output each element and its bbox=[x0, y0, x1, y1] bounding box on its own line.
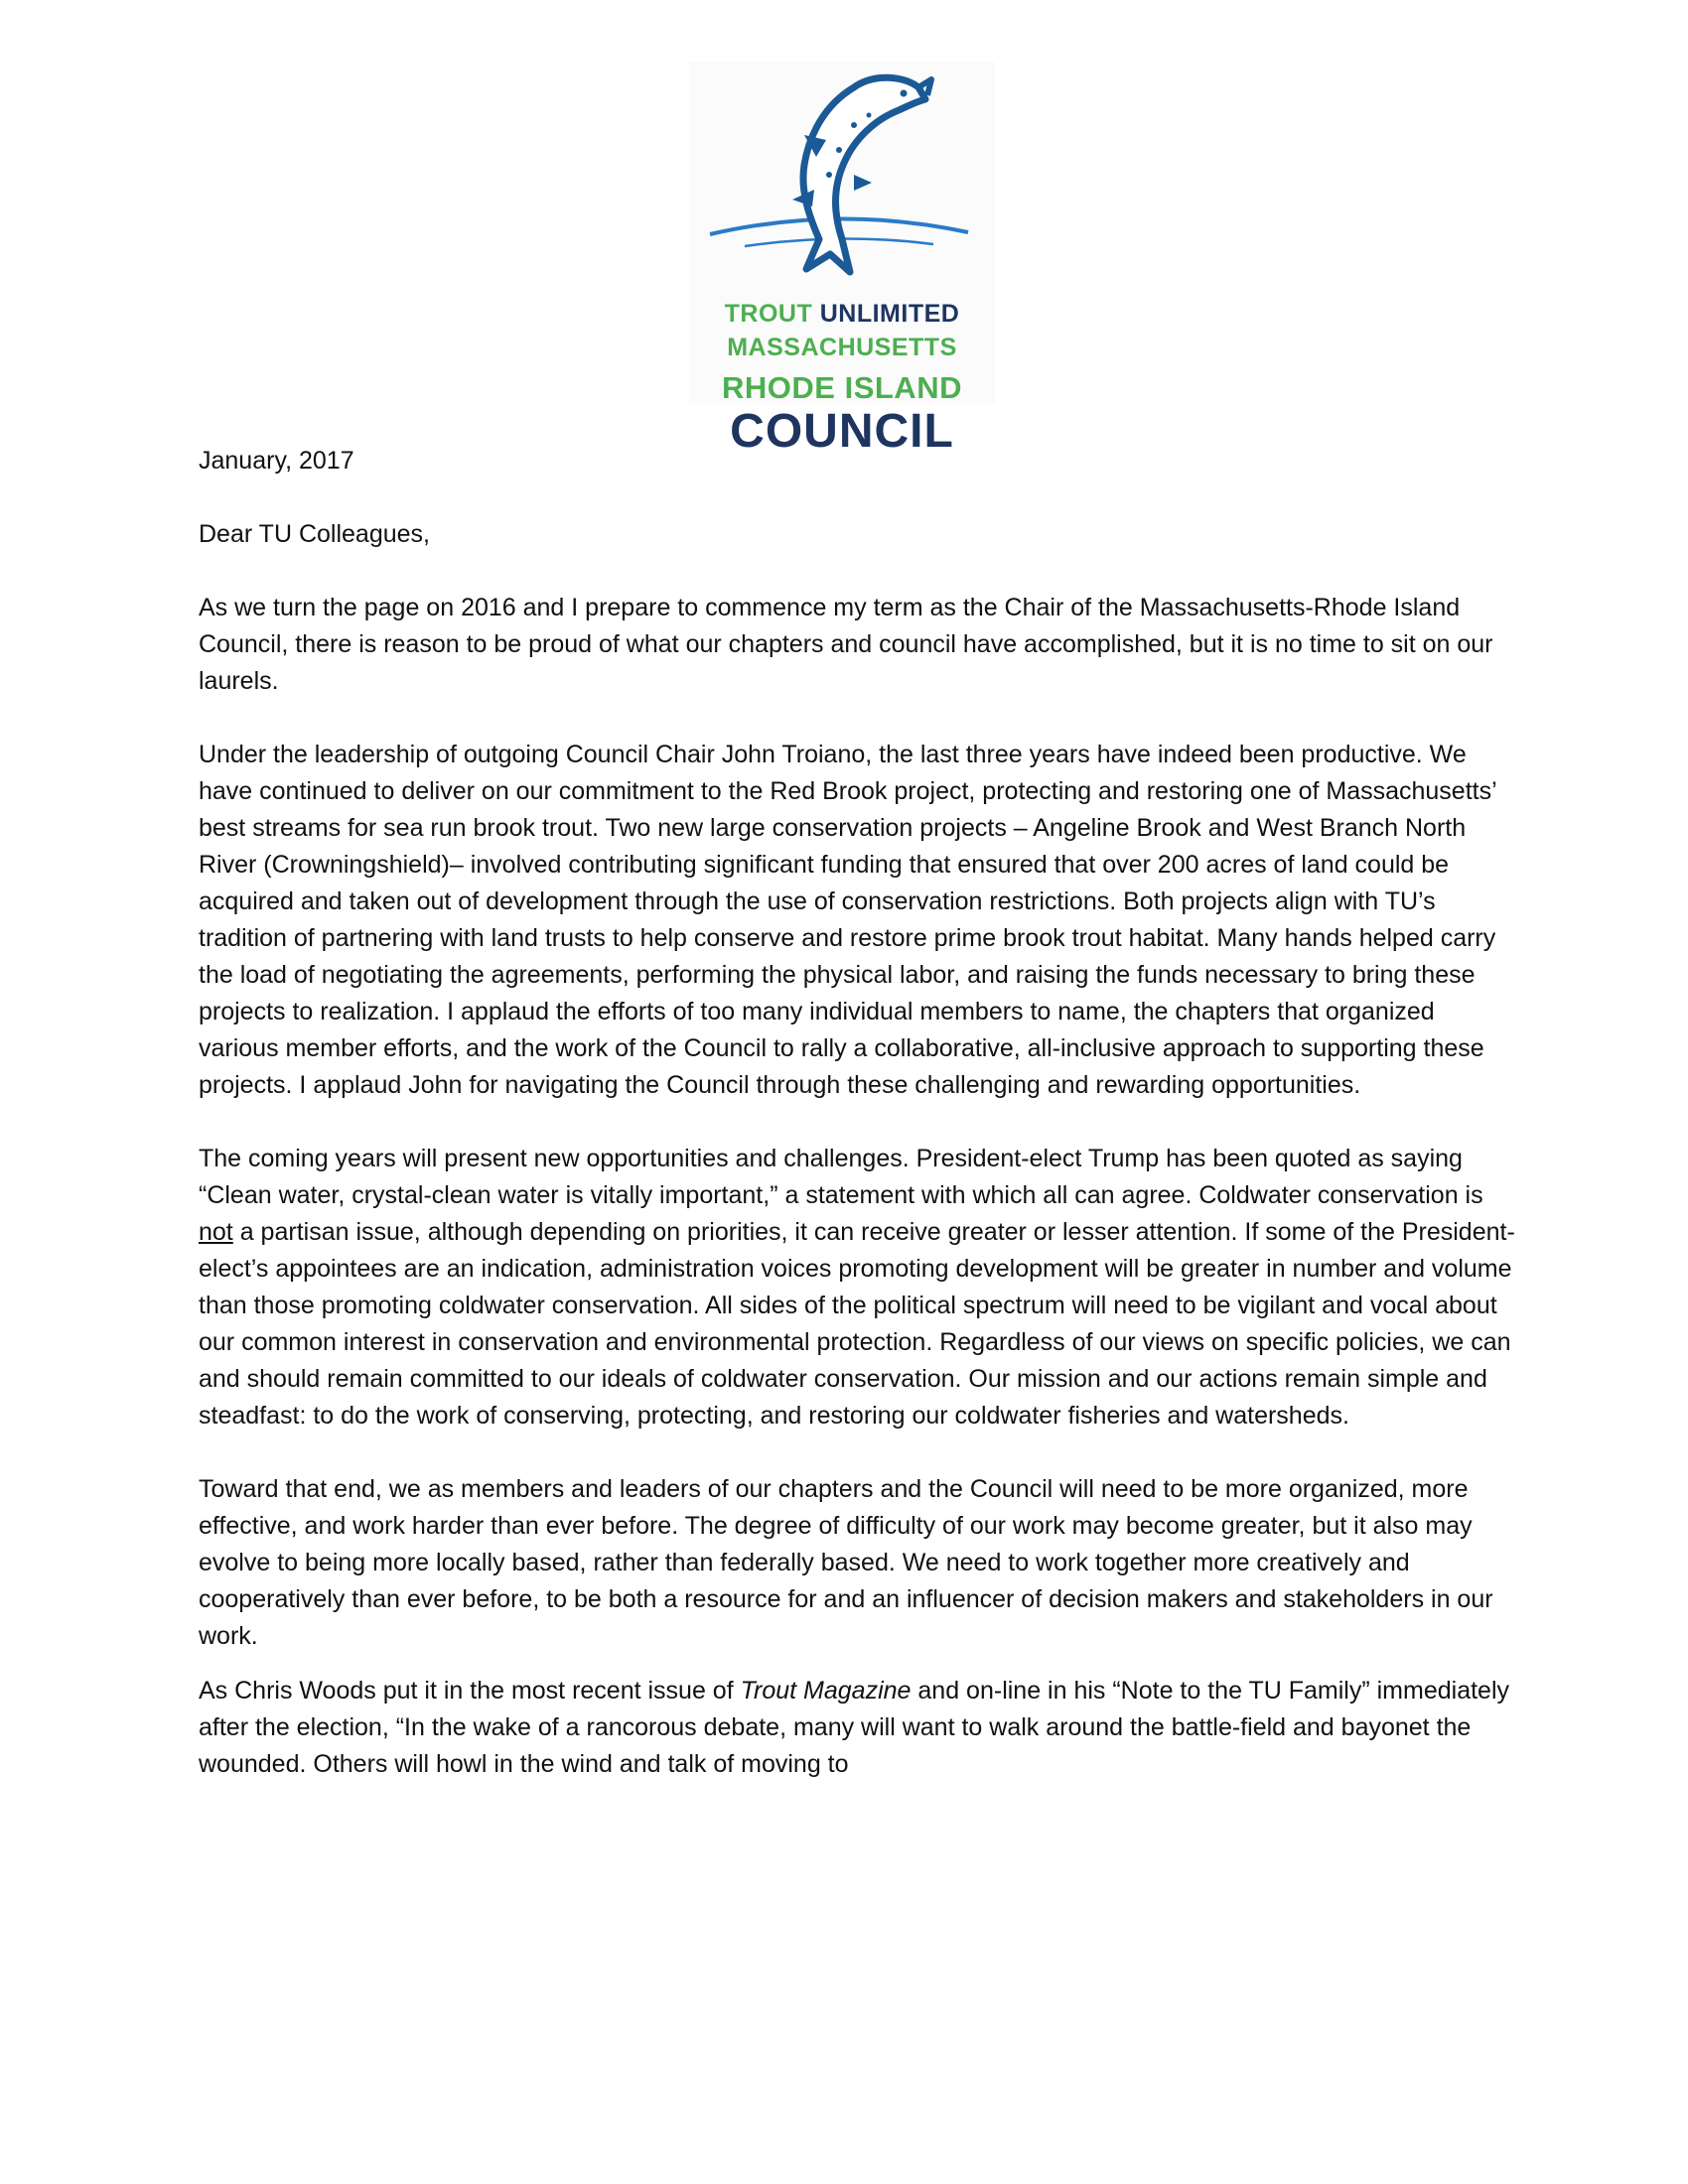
p5-text-after: and on-line in his “Note to the TU Family” immediately after the election, “In the wake of a rancorous debate, many will want to walk around the battle-field and bayonet the wounded. Others will howl in the wind and talk of moving to bbox=[199, 1677, 1510, 1778]
logo-line-trout-unlimited bbox=[689, 300, 995, 329]
logo-word-unlimited: UNLIMITED bbox=[819, 300, 960, 328]
leaping-trout-icon bbox=[705, 66, 973, 282]
logo-line-council: COUNCIL bbox=[730, 405, 954, 458]
p3-underlined-word: not bbox=[199, 1218, 233, 1246]
letter-paragraph-4: Toward that end, we as members and leaders of our chapters and the Council will need to be more organized, more effective, and work harder than ever before. The degree of difficulty of our work may become greater, but it also may evolve to being more locally based, rather than federally based. We need to work together more creatively and cooperatively than ever before, to be both a resource for and an influencer of decision makers and stakeholders in our work. bbox=[199, 1475, 1493, 1650]
logo-word-trout: TROUT bbox=[724, 300, 813, 328]
letter-paragraph-3 bbox=[199, 1141, 1519, 1434]
p3-text-before: The coming years will present new opportunities and challenges. President-elect Trump has been quoted as saying “Clean water, crystal-clean water is vitally important,” a statement with which all can agree. Coldwater conservation is bbox=[199, 1145, 1483, 1209]
letter-salutation: Dear TU Colleagues, bbox=[199, 520, 430, 548]
logo-line-rhode-island: RHODE ISLAND bbox=[722, 370, 962, 405]
letter-paragraph-1: As we turn the page on 2016 and I prepare to commence my term as the Chair of the Massachusetts-Rhode Island Council, there is reason to be proud of what our chapters and council have accomplished, but it is no time to sit on our laurels. bbox=[199, 594, 1493, 695]
p5-text-before: As Chris Woods put it in the most recent issue of bbox=[199, 1677, 741, 1705]
letter-paragraph-2: Under the leadership of outgoing Council Chair John Troiano, the last three years have indeed been productive. We have continued to deliver on our commitment to the Red Brook project, protecting and restoring one of Massachusetts’ best streams for sea run brook trout. Two new large conservation projects – Angeline Brook and West Branch North River (Crowningshield)– involved contributing significant funding that ensured that over 200 acres of land could be acquired and taken out of development through the use of conservation restrictions. Both projects align with TU’s tradition of partnering with land trusts to help conserve and restore prime brook trout habitat. Many hands helped carry the load of negotiating the agreements, performing the physical labor, and raising the funds necessary to bring these projects to realization. I applaud the efforts of too many individual members to name, the chapters that organized various member efforts, and the work of the Council to rally a collaborative, all-inclusive approach to supporting these projects. I applaud John for navigating the Council through these challenging and rewarding opportunities. bbox=[199, 741, 1496, 1099]
letter-body bbox=[199, 443, 1519, 1820]
council-logo bbox=[689, 62, 995, 458]
letter-paragraph-5 bbox=[199, 1673, 1519, 1783]
p3-text-after: a partisan issue, although depending on priorities, it can receive greater or lesser attention. If some of the President-elect’s appointees are an indication, administration voices promoting development will be greater in number and volume than those promoting coldwater conservation. All sides of the political spectrum will need to be vigilant and vocal about our common interest in conservation and environmental protection. Regardless of our views on specific policies, we can and should remain committed to our ideals of coldwater conservation. Our mission and our actions remain simple and steadfast: to do the work of conserving, protecting, and restoring our coldwater fisheries and watersheds. bbox=[199, 1218, 1515, 1430]
logo-line-massachusetts: MASSACHUSETTS bbox=[727, 334, 957, 361]
letter-date: January, 2017 bbox=[199, 447, 354, 475]
p5-magazine-title: Trout Magazine bbox=[740, 1677, 912, 1705]
